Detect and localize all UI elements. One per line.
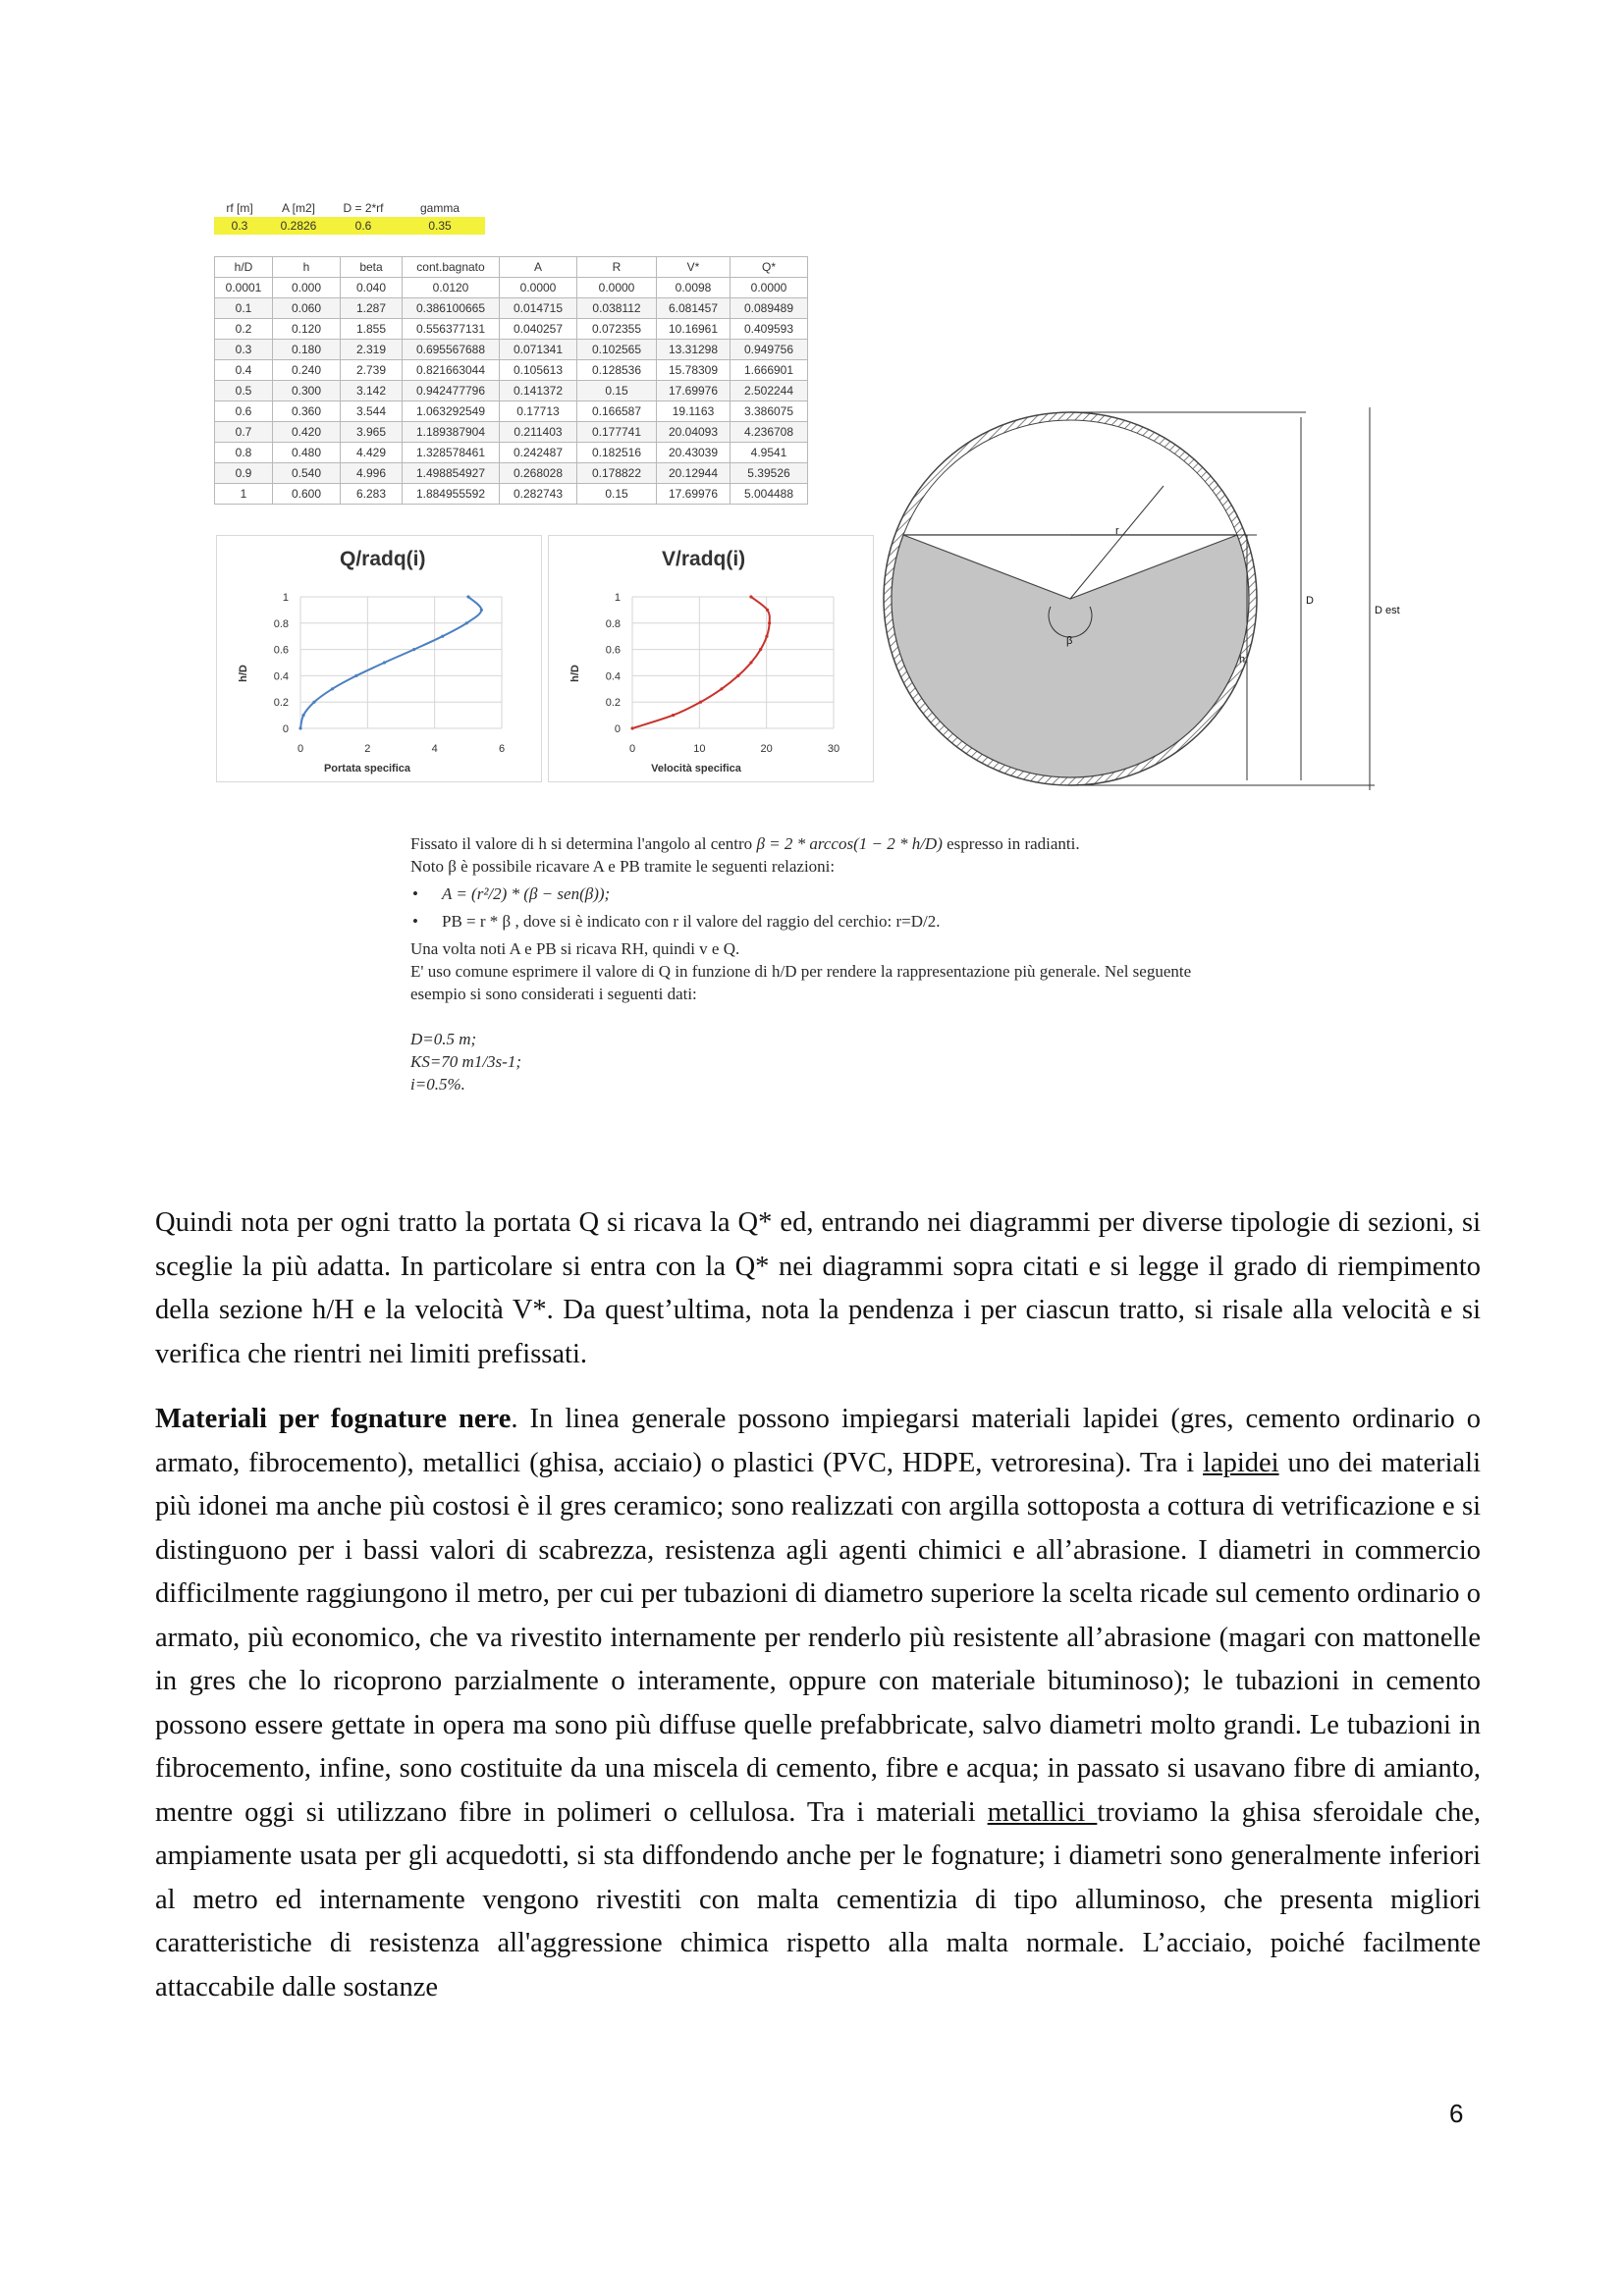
table-cell: 0.040 [341,278,403,298]
table-row [215,340,808,360]
underlined-term: lapidei [1203,1447,1279,1478]
column-header: V* [657,257,731,278]
table-cell: 0.360 [273,401,341,422]
column-header: A [500,257,577,278]
data-point [354,674,357,677]
perimeter-formula: PB = r * β , dove si è indicato con r il valore del raggio del cerchio: r=D/2. [442,912,941,931]
data-line [410,1050,1225,1073]
y-axis-label: h/D [238,665,249,682]
table-cell: 0.014715 [500,298,577,319]
table-cell: 0.0001 [215,278,273,298]
table-cell: 0.300 [273,381,341,401]
param-header: A [m2] [281,201,315,215]
table-cell: 0.177741 [577,422,657,443]
table-cell: 1.328578461 [403,443,500,463]
table-row [215,422,808,443]
table-cell: 0.9 [215,463,273,484]
table-cell: 1.498854927 [403,463,500,484]
table-cell: 0.038112 [577,298,657,319]
table-cell: 0.072355 [577,319,657,340]
data-point [759,648,762,651]
table-cell: 17.69976 [657,484,731,505]
table-cell: 1.855 [341,319,403,340]
values-table [214,256,808,505]
beta-label: β [1066,635,1073,647]
table-cell: 0.060 [273,298,341,319]
series-line [300,597,481,728]
table-cell: 0.1 [215,298,273,319]
table-cell: 17.69976 [657,381,731,401]
data-point [412,648,415,651]
table-cell: 0.120 [273,319,341,340]
table-row [215,463,808,484]
table-cell: 0.15 [577,484,657,505]
values-table-body [215,278,808,505]
x-axis-label: Portata specifica [323,763,411,774]
param-value: 0.35 [395,217,485,235]
table-cell: 0.089489 [731,298,808,319]
data-point [480,609,483,612]
y-tick-label: 0 [614,723,621,735]
table-cell: 4.996 [341,463,403,484]
table-cell: 0.211403 [500,422,577,443]
table-row [215,401,808,422]
chart-title: V/radq(i) [662,548,746,570]
column-header: beta [341,257,403,278]
table-cell: 0.540 [273,463,341,484]
table-cell: 0.128536 [577,360,657,381]
table-cell: 0.178822 [577,463,657,484]
text-run: uno dei materiali più idonei ma anche più costosi è il gres ceramico; sono realizzati con argilla sottoposta a cottura di vetrificazione e si distinguono per i bassi valori di scabrezza, resistenza agli agenti chimici e all’abrasione. I diametri in commercio difficilmente raggiungono il metro, per cui per tubazioni di diametro superiore la scelta ricade sul cemento ordinario o armato, più economico, che va rivestito internamente per renderlo più resistente all’abrasione (magari con mattonelle in gres che lo ricoprono parzialmente o interamente, oppure con materiale bituminoso); le tubazioni in cemento possono essere gettate in opera ma sono più diffuse quelle prefabbricate, salvo diametri molto grandi. Le tubazioni in fibrocemento, infine, sono costituite da una miscela di cemento, fibre e acqua; in passato si usavano fibre di amianto, mentre oggi si utilizzano fibre in polimeri o cellulosa. Tra i materiali [155,1447,1481,1828]
table-cell: 0.3 [215,340,273,360]
y-tick-label: 1 [282,592,289,604]
column-header: R [577,257,657,278]
table-cell: 0.695567688 [403,340,500,360]
area-formula: A = (r²/2) * (β − sen(β)); [442,884,611,903]
x-tick-label: 10 [693,743,706,755]
data-point [312,701,315,704]
formula-item [442,910,1225,933]
data-point [298,726,301,729]
table-cell: 1 [215,484,273,505]
formula-line: Noto β è possibile ricavare A e PB tramite le seguenti relazioni: [410,857,836,876]
table-cell: 0.180 [273,340,341,360]
data-line [410,1028,1225,1050]
table-row [215,298,808,319]
table-cell: 0.8 [215,443,273,463]
table-cell: 0.0120 [403,278,500,298]
table-row [215,381,808,401]
table-cell: 0.386100665 [403,298,500,319]
data-value: D=0.5 m; [410,1030,477,1048]
table-cell: 0.821663044 [403,360,500,381]
table-cell: 0.268028 [500,463,577,484]
table-cell: 1.063292549 [403,401,500,422]
formula-text: Fissato il valore di h si determina l'angolo al centro [410,834,753,853]
formula-line: Una volta noti A e PB si ricava RH, quindi v e Q. [410,939,740,958]
spreadsheet [214,199,808,505]
chart-velocita-svg [549,536,873,781]
table-cell: 1.189387904 [403,422,500,443]
y-tick-label: 0.6 [605,644,621,657]
y-tick-label: 0 [282,723,289,735]
data-point [331,687,334,690]
data-point [736,674,739,677]
series-line [632,597,770,728]
table-cell: 6.081457 [657,298,731,319]
data-value: i=0.5%. [410,1075,465,1094]
table-cell: 0.949756 [731,340,808,360]
table-row [215,443,808,463]
table-cell: 0.0098 [657,278,731,298]
table-cell: 4.9541 [731,443,808,463]
param-header: gamma [419,201,460,215]
param-value: 0.3 [214,217,265,235]
x-tick-label: 6 [498,743,506,755]
chart-title: Q/radq(i) [340,548,426,570]
text-run: . In linea generale possono impiegarsi materiali lapidei (gres, cemento ordinario o armato, fibrocemento), metallici (ghisa, acciaio) o plastici (PVC, HDPE, vetroresina). Tra i [155,1404,1481,1478]
table-cell: 2.319 [341,340,403,360]
d-label: D [1306,595,1314,607]
table-row [215,319,808,340]
underlined-term: metallici [987,1796,1098,1828]
table-cell: 0.942477796 [403,381,500,401]
table-cell: 4.429 [341,443,403,463]
table-row [215,360,808,381]
formula-block [410,832,1225,1095]
beta-formula: β = 2 * arccos(1 − 2 * h/D) [756,834,943,853]
data-value: KS=70 m1/3s-1; [410,1052,521,1071]
table-cell: 6.283 [341,484,403,505]
page-number: 6 [1449,2099,1464,2128]
table-cell: 5.004488 [731,484,808,505]
x-tick-label: 20 [760,743,773,755]
table-cell: 15.78309 [657,360,731,381]
table-cell: 3.544 [341,401,403,422]
data-line [410,1073,1225,1095]
paragraph-text [155,1398,1481,2009]
data-point [672,714,675,717]
table-cell: 0.166587 [577,401,657,422]
formula-item [442,882,1225,905]
table-cell: 0.071341 [500,340,577,360]
data-point [699,701,702,704]
data-point [749,661,752,664]
x-tick-label: 0 [628,743,636,755]
text-run: troviamo la ghisa sferoidale che, ampiamente usata per gli acquedotti, si sta diffondendo anche per le fognature; i diametri sono generalmente inferiori al metro ed internamente vengono rivestiti con malta cementizia di tipo alluminoso, che presenta migliori caratteristiche di resistenza all'aggressione chimica rispetto alla malta normale. L’acciaio, poiché facilmente attaccabile dalle sostanze [155,1796,1482,2002]
table-cell: 3.142 [341,381,403,401]
param-value: 0.2826 [265,217,332,235]
table-cell: 0.5 [215,381,273,401]
table-cell: 1.287 [341,298,403,319]
table-cell: 0.040257 [500,319,577,340]
table-cell: 0.15 [577,381,657,401]
table-cell: 0.242487 [500,443,577,463]
formula-list [410,882,1225,933]
table-cell: 0.240 [273,360,341,381]
y-tick-label: 0.2 [605,697,621,710]
y-tick-label: 0.4 [273,670,289,683]
chart-portata-svg [217,536,541,781]
table-cell: 0.141372 [500,381,577,401]
data-point [749,595,752,598]
x-tick-label: 0 [297,743,304,755]
table-cell: 0.7 [215,422,273,443]
radius-label: r [1115,525,1119,537]
data-point [768,621,771,624]
table-cell: 19.1163 [657,401,731,422]
table-cell: 3.965 [341,422,403,443]
data-point [465,621,468,624]
table-cell: 0.6 [215,401,273,422]
table-cell: 2.739 [341,360,403,381]
table-cell: 0.4 [215,360,273,381]
x-axis-label: Velocità specifica [651,763,741,774]
y-tick-label: 0.8 [273,617,289,630]
x-tick-label: 30 [827,743,840,755]
table-cell: 1.884955592 [403,484,500,505]
y-tick-label: 0.2 [273,697,289,710]
data-point [630,726,633,729]
table-cell: 4.236708 [731,422,808,443]
paragraph-2 [155,1398,1481,2009]
table-cell: 3.386075 [731,401,808,422]
table-cell: 0.000 [273,278,341,298]
y-tick-label: 0.8 [605,617,621,630]
data-point [720,687,723,690]
data-point [383,661,386,664]
paragraph-text: Quindi nota per ogni tratto la portata Q si ricava la Q* ed, entrando nei diagrammi per diverse tipologie di sezioni, si sceglie la più adatta. In particolare si entra con la Q* nei diagrammi sopra citati e si legge il grado di riempimento della sezione h/H e la velocità V*. Da quest’ultima, nota la pendenza i per ciascun tratto, si risale alla velocità e si verifica che rientri nei limiti prefissati. [155,1207,1481,1369]
chart-portata [216,535,542,782]
table-cell: 2.502244 [731,381,808,401]
table-cell: 0.409593 [731,319,808,340]
data-point [765,635,768,638]
data-point [441,635,444,638]
table-cell: 0.556377131 [403,319,500,340]
y-axis-label: h/D [569,665,581,682]
table-cell: 0.0000 [500,278,577,298]
formula-line: E' uso comune esprimere il valore di Q in funzione di h/D per rendere la rappresentazione più generale. Nel seguente esempio si sono considerati i seguenti dati: [410,962,1192,1003]
param-header: D = 2*rf [343,201,384,215]
table-cell: 0.102565 [577,340,657,360]
table-cell: 20.43039 [657,443,731,463]
table-cell: 0.17713 [500,401,577,422]
pipe-cross-section [884,402,1400,795]
table-cell: 0.0000 [731,278,808,298]
table-cell: 10.16961 [657,319,731,340]
column-header: h [273,257,341,278]
data-point [466,595,469,598]
table-row [215,484,808,505]
table-cell: 13.31298 [657,340,731,360]
params-table [214,199,485,235]
column-header: cont.bagnato [403,257,500,278]
column-header: Q* [731,257,808,278]
h-label: h [1239,654,1246,666]
x-tick-label: 4 [431,743,438,755]
table-cell: 0.420 [273,422,341,443]
param-header: rf [m] [226,201,253,215]
formula-line [410,832,1225,855]
table-cell: 20.12944 [657,463,731,484]
data-point [301,714,304,717]
section-heading: Materiali per fognature nere [155,1404,512,1434]
table-cell: 0.2 [215,319,273,340]
chart-velocita [548,535,874,782]
table-cell: 0.182516 [577,443,657,463]
table-cell: 5.39526 [731,463,808,484]
table-cell: 0.0000 [577,278,657,298]
table-cell: 0.282743 [500,484,577,505]
table-cell: 0.600 [273,484,341,505]
paragraph-1 [155,1201,1481,1376]
table-cell: 20.04093 [657,422,731,443]
data-point [766,609,769,612]
y-tick-label: 0.4 [605,670,621,683]
formula-text: espresso in radianti. [947,834,1080,853]
x-tick-label: 2 [364,743,371,755]
table-cell: 1.666901 [731,360,808,381]
y-tick-label: 1 [614,592,621,604]
column-header: h/D [215,257,273,278]
param-value: 0.6 [332,217,395,235]
table-row [215,278,808,298]
d-est-label: D est [1375,605,1400,616]
table-cell: 0.480 [273,443,341,463]
y-tick-label: 0.6 [273,644,289,657]
table-cell: 0.105613 [500,360,577,381]
